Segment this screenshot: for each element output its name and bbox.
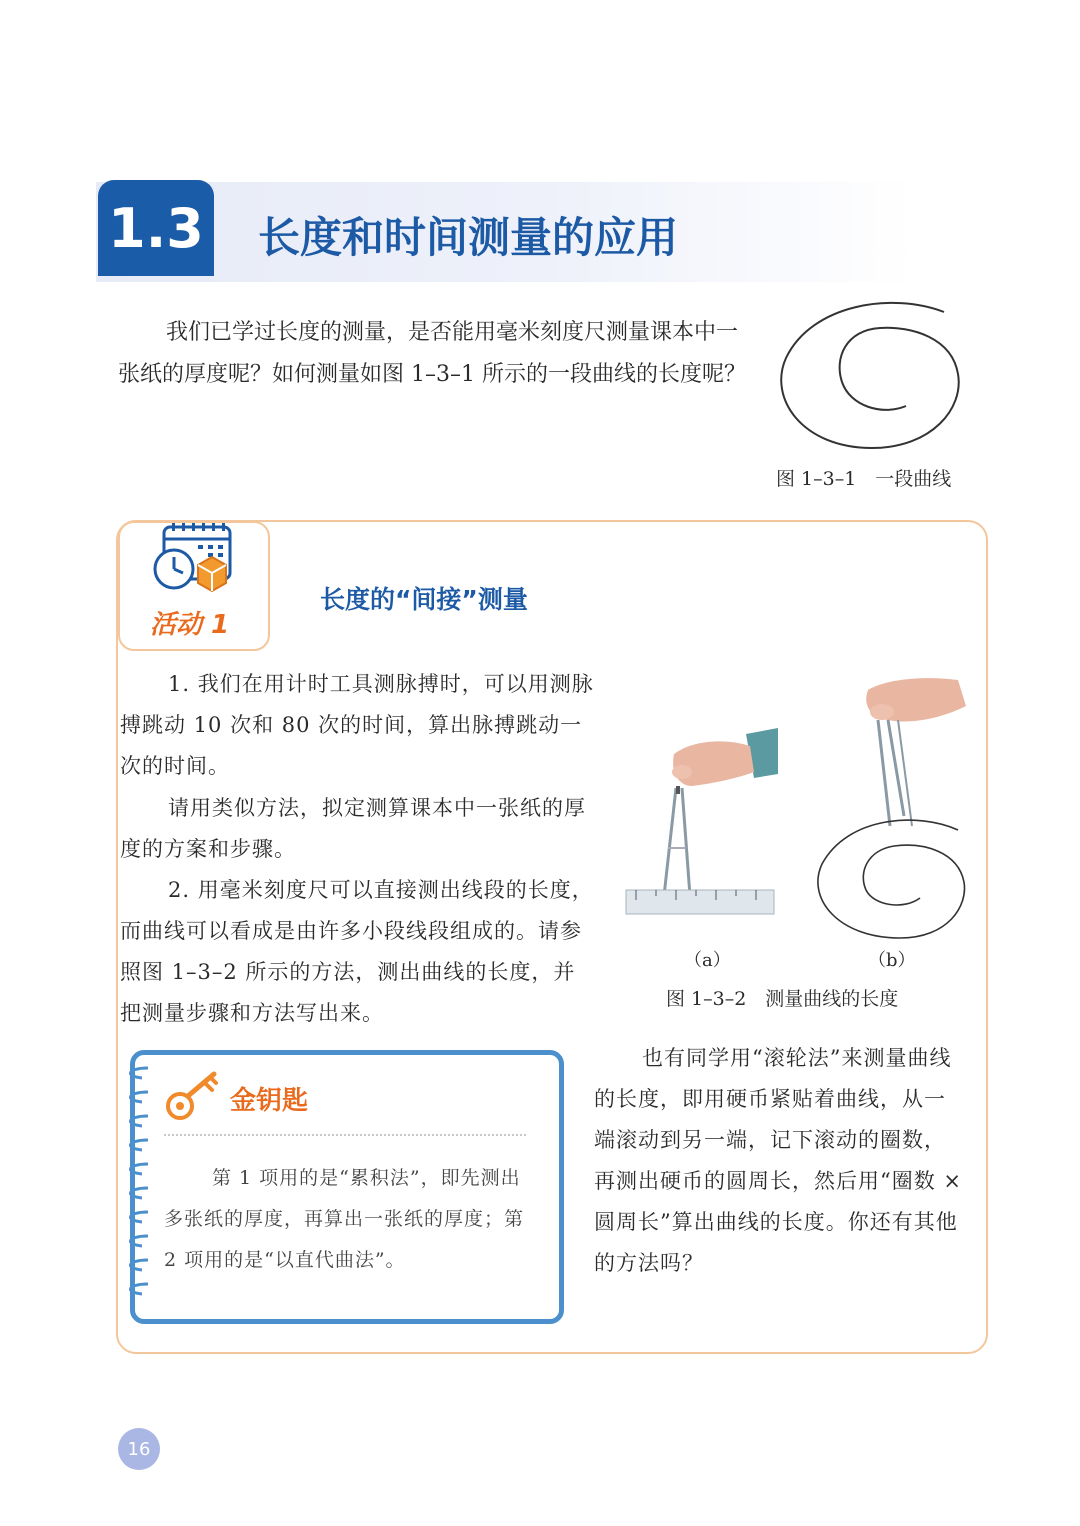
divider-spiral-photo [808, 676, 968, 940]
notebook-rings [118, 1062, 158, 1308]
figure-2b-label: （b） [868, 950, 916, 971]
activity-item-1-followup [120, 788, 594, 870]
rolling-method-text: 也有同学用“滚轮法”来测量曲线的长度，即用硬币紧贴着曲线，从一端滚动到另一端，记下滚动的圈数，再测出硬币的圆周长，然后用“圈数 × 圆周长”算出曲线的长度。你还有其他的方法吗？ [594, 1046, 963, 1275]
activity-item-2-text: 2. 用毫米刻度尺可以直接测出线段的长度，而曲线可以看成是由许多小段线段组成的。请参照图 1–3–2 所示的方法，测出曲线的长度，并把测量步骤和方法写出来。 [120, 878, 594, 1025]
activity-item-1-followup-text: 请用类似方法，拟定测算课本中一张纸的厚度的方案和步骤。 [120, 796, 586, 861]
activity-item-1 [120, 664, 594, 787]
key-tip-divider [164, 1134, 526, 1136]
activity-item-2 [120, 870, 594, 1034]
intro-paragraph [118, 312, 746, 396]
rolling-method-paragraph [594, 1038, 964, 1284]
spiral-curve-figure [772, 298, 972, 454]
divider-ruler-photo [622, 728, 780, 928]
section-number: 1.3 [98, 180, 214, 276]
key-tip-text [164, 1158, 530, 1281]
figure-2a-label: （a） [684, 950, 731, 971]
figure-1-caption: 图 1–3–1 一段曲线 [776, 468, 952, 490]
activity-label: 活动 1 [150, 610, 230, 640]
activity-item-1-text: 1. 我们在用计时工具测脉搏时，可以用测脉搏跳动 10 次和 80 次的时间，算出脉搏跳动一次的时间。 [120, 672, 594, 778]
section-title: 长度和时间测量的应用 [258, 213, 679, 262]
golden-key-icon [164, 1068, 226, 1122]
key-tip-body: 第 1 项用的是“累积法”，即先测出多张纸的厚度，再算出一张纸的厚度；第 2 项用的是“以直代曲法”。 [164, 1167, 525, 1271]
page-number: 16 [118, 1428, 160, 1470]
key-tip-title: 金钥匙 [230, 1086, 309, 1116]
figure-2-caption: 图 1–3–2 测量曲线的长度 [666, 988, 899, 1010]
intro-text: 我们已学过长度的测量，是否能用毫米刻度尺测量课本中一张纸的厚度呢？如何测量如图 1–3–1 所示的一段曲线的长度呢？ [118, 320, 746, 387]
calendar-clock-icon [150, 523, 236, 593]
activity-title: 长度的“间接”测量 [320, 585, 528, 614]
